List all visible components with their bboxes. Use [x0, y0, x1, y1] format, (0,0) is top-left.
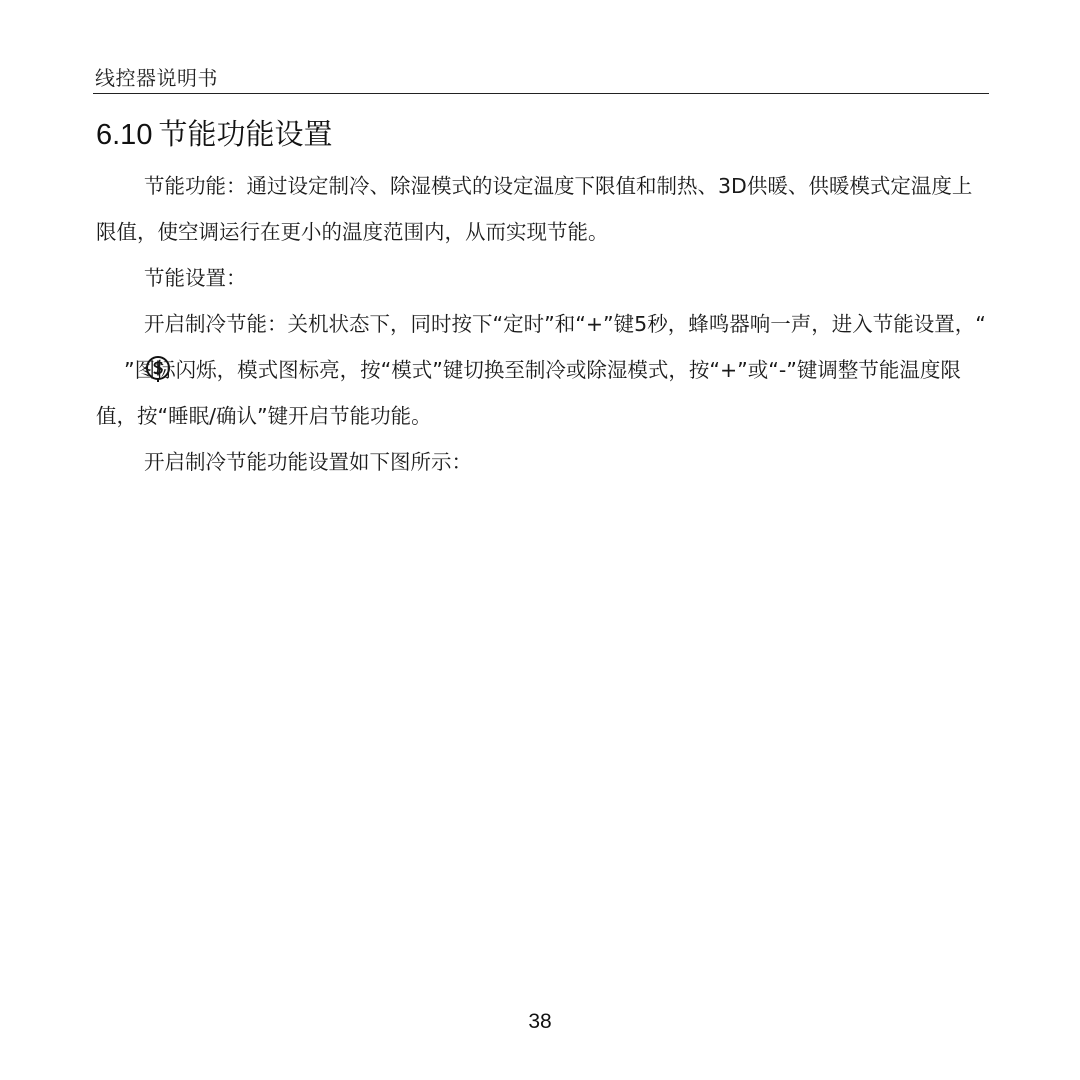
- page-number: 38: [528, 1010, 552, 1033]
- paragraph-energy-function: 节能功能：通过设定制冷、除湿模式的设定温度下限值和制热、3D供暖、供暖模式定温度上限值，使空调运行在更小的温度范围内，从而实现节能。: [96, 174, 973, 244]
- body-text: [96, 163, 988, 485]
- paragraph-part: ”图标闪烁，模式图标亮，按“模式”键切换至制冷或除湿模式，按“+”或“-”键调整节能温度限值，按“睡眠/确认”键开启节能功能。: [96, 358, 961, 428]
- section-number: 6.10: [96, 119, 153, 151]
- paragraph-cooling-energy-steps: [96, 301, 988, 439]
- section-title: 节能功能设置: [158, 117, 333, 151]
- paragraph-part: 开启制冷节能：关机状态下，同时按下“定时”和“+”键5秒，蜂鸣器响一声，进入节能设置，“: [144, 312, 986, 336]
- section-heading: [96, 112, 332, 153]
- paragraph-figure-intro: 开启制冷节能功能设置如下图所示：: [144, 450, 472, 474]
- header-divider: [93, 93, 989, 94]
- paragraph-energy-setting-label: 节能设置：: [144, 266, 247, 290]
- running-header: 线控器说明书: [95, 66, 218, 90]
- energy-saving-dollar-icon: [97, 353, 123, 381]
